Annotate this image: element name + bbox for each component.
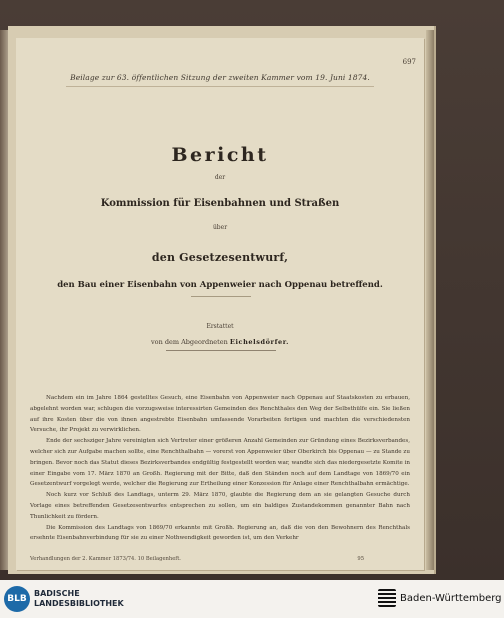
- section-divider: [191, 296, 251, 297]
- reporter-prefix: von dem Abgeordneten: [151, 338, 228, 346]
- page-edge-right: [426, 30, 434, 570]
- body-text: [30, 393, 410, 544]
- blb-line-2: LANDESBIBLIOTHEK: [34, 599, 124, 608]
- page-number: 697: [402, 58, 416, 66]
- document-page: [16, 38, 424, 570]
- blb-logo-icon[interactable]: BLB: [4, 586, 30, 612]
- reporter-divider: [166, 350, 276, 351]
- reporter-line: [16, 338, 424, 346]
- footer-source: Verhandlungen der 2. Kammer 1873/74. 10 Beilagenheft.: [30, 556, 181, 562]
- footer-page-number: 95: [357, 556, 364, 562]
- commission-name: Kommission für Eisenbahnen und Straßen: [100, 198, 340, 209]
- reported-label: Erstattet: [206, 323, 234, 330]
- blb-line-1: BADISCHE: [34, 589, 80, 598]
- document-title: Bericht: [171, 144, 269, 166]
- preposition-der: der: [214, 174, 226, 181]
- paragraph: Die Kommission des Landtags von 1869/70 erkannte mit Großh. Regierung an, daß die von den Bewohnern des Renchthals ersehnte Eisenbahnverbindung für sie zu einer Nothwendigkeit geworden ist, um den Verkehr: [30, 524, 410, 542]
- subject-line: den Bau einer Eisenbahn von Appenweier nach Oppenau betreffend.: [57, 280, 383, 290]
- baden-wuerttemberg-crest-icon: [378, 589, 396, 607]
- page-footer: [30, 556, 410, 562]
- preposition-ueber: über: [212, 224, 228, 231]
- draft-heading: den Gesetzesentwurf,: [151, 251, 289, 264]
- paragraph: Nachdem ein im Jahre 1864 gestelltes Gesuch, eine Eisenbahn von Appenweier nach Oppenau auf Staatskosten zu erbauen, abgelehnt worden war, schlugen die vorzugsweise interessirten Gemeinden des Renchthales den Weg der Selbsthülfe ein. Sie ließen auf ihre Kosten über die von ihnen angestrebte Eisenbahn umfassende Vorarbeiten fertigen und machten die verschiedensten Versuche, ihr Projekt zu verwirklichen.: [30, 395, 410, 434]
- reporter-name: Eichelsdörfer.: [229, 338, 289, 346]
- header-rule: [66, 86, 374, 87]
- baden-wuerttemberg-label[interactable]: Baden-Württemberg: [400, 593, 502, 604]
- blb-name[interactable]: [34, 589, 124, 609]
- running-header: Beilage zur 63. öffentlichen Sitzung der zweiten Kammer vom 19. Juni 1874.: [70, 73, 370, 82]
- paragraph: Noch kurz vor Schluß des Landtags, unterm 29. März 1870, glaubte die Regierung dem an sie gelangten Gesuche durch Vorlage eines betreffenden Gesetzesentwurfes entsprechen zu sollen, um ein baldiges Zustandekommen genannter Bahn nach Thunlichkeit zu fördern.: [30, 492, 410, 520]
- viewer-footer-bar: [0, 580, 504, 618]
- paragraph: Ende der sechsziger Jahre vereinigten sich Vertreter einer größeren Anzahl Gemeinden zur Gründung eines Bezirksverbandes, welcher sich zur Aufgabe machen sollte, eine Renchthalbahn — vorerst von Appenweier über Oberkirch bis Oppenau — zu Stande zu bringen. Bevor noch das Statut dieses Bezirksverbandes endgültig festgestellt worden war, wandte sich das niedergesetzte Komite in einer Eingabe vom 17. März 1870 an Großh. Regierung mit der Bitte, daß den Ständen noch auf dem Landtage von 1869/70 ein Gesetzentwurf vorgelegt werde, welcher die Regierung zur Ertheilung einer Konzession für Anlage einer Renchthalbahn ermächtige.: [30, 438, 410, 488]
